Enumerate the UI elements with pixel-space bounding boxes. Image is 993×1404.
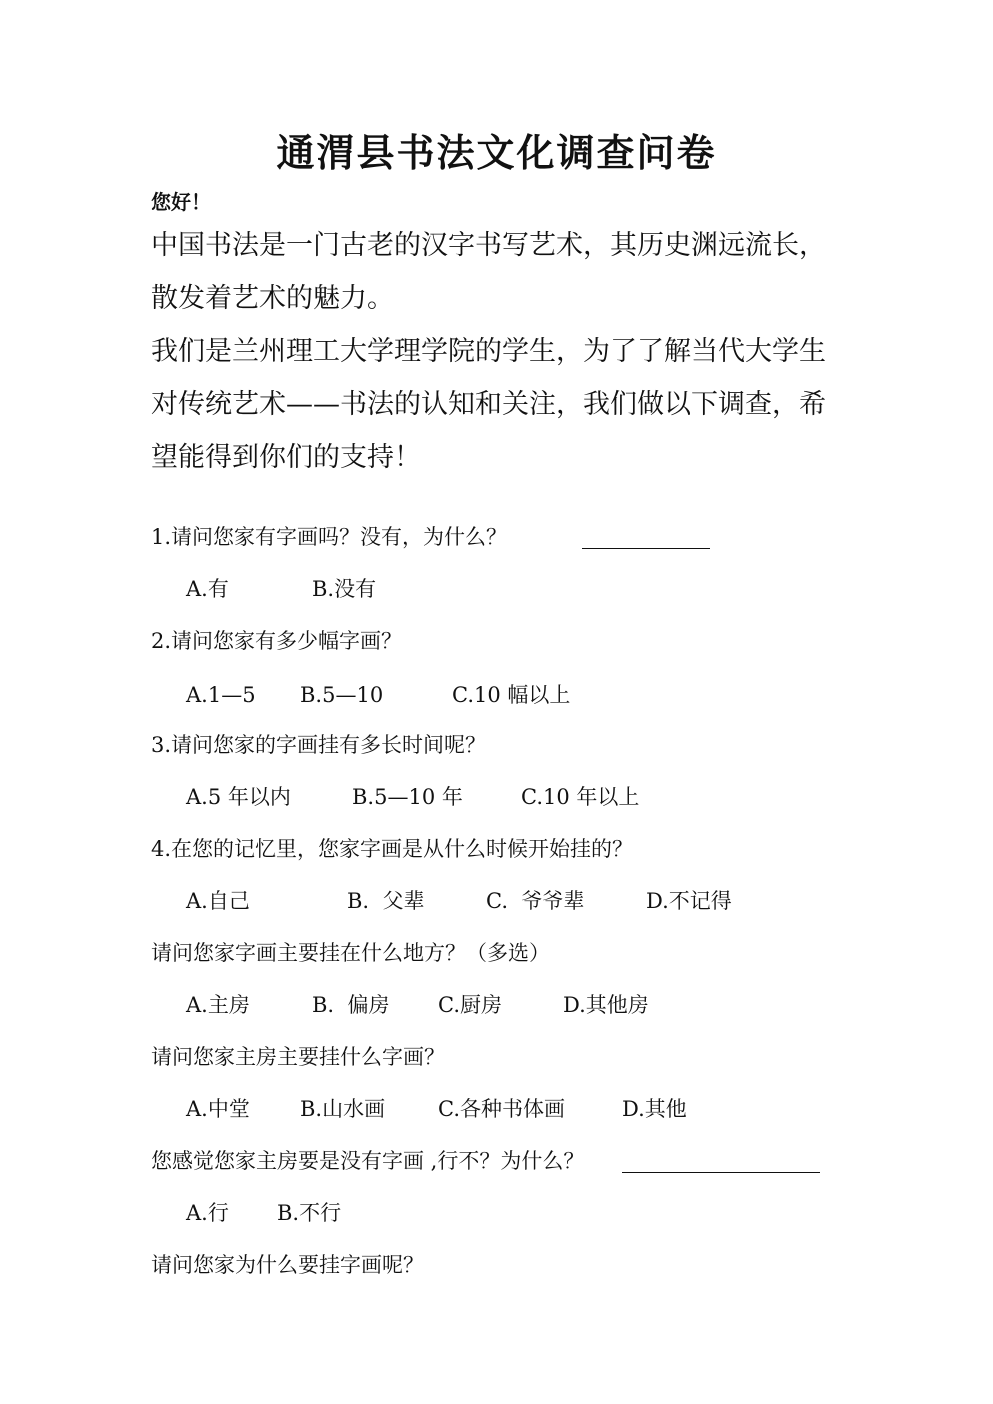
q4-option-b[interactable]: B. 父辈	[347, 889, 425, 913]
intro-line-3: 我们是兰州理工大学理学院的学生，为了了解当代大学生	[151, 336, 826, 367]
greeting: 您好！	[151, 190, 211, 214]
q5-option-a[interactable]: A.主房	[186, 993, 250, 1017]
question-2: 2.请问您家有多少幅字画？	[151, 629, 403, 653]
question-5: 请问您家字画主要挂在什么地方？（多选）	[151, 941, 550, 965]
intro-line-5: 望能得到你们的支持！	[151, 442, 421, 473]
question-8: 请问您家为什么要挂字画呢？	[151, 1253, 424, 1277]
intro-line-1: 中国书法是一门古老的汉字书写艺术，其历史渊远流长，	[151, 230, 826, 261]
q1-option-a[interactable]: A.有	[186, 577, 229, 601]
q2-option-b[interactable]: B.5—10	[300, 683, 384, 707]
q7-option-b[interactable]: B.不行	[277, 1201, 342, 1225]
q2-option-c[interactable]: C.10 幅以上	[452, 683, 571, 707]
q6-option-b[interactable]: B.山水画	[300, 1097, 386, 1121]
q5-option-d[interactable]: D.其他房	[563, 993, 649, 1017]
q6-option-d[interactable]: D.其他	[622, 1097, 687, 1121]
q4-option-a[interactable]: A.自己	[186, 889, 250, 913]
question-3: 3.请问您家的字画挂有多长时间呢？	[151, 733, 487, 757]
question-1: 1.请问您家有字画吗？没有，为什么？	[151, 525, 508, 549]
q4-option-d[interactable]: D.不记得	[646, 889, 732, 913]
q1-option-b[interactable]: B.没有	[312, 577, 377, 601]
q5-option-b[interactable]: B. 偏房	[312, 993, 390, 1017]
q2-option-a[interactable]: A.1—5	[186, 683, 256, 707]
document-title: 通渭县书法文化调查问卷	[276, 130, 717, 175]
q3-option-c[interactable]: C.10 年以上	[521, 785, 640, 809]
q5-option-c[interactable]: C.厨房	[438, 993, 502, 1017]
q6-option-c[interactable]: C.各种书体画	[438, 1097, 565, 1121]
q3-option-a[interactable]: A.5 年以内	[186, 785, 291, 809]
question-4: 4.在您的记忆里，您家字画是从什么时候开始挂的？	[151, 837, 634, 861]
answer-blank-q1[interactable]	[582, 526, 710, 549]
intro-line-2: 散发着艺术的魅力。	[151, 283, 394, 314]
intro-line-4: 对传统艺术——书法的认知和关注，我们做以下调查，希	[151, 389, 826, 420]
q4-option-c[interactable]: C. 爷爷辈	[486, 889, 585, 913]
q6-option-a[interactable]: A.中堂	[186, 1097, 250, 1121]
question-6: 请问您家主房主要挂什么字画？	[151, 1045, 445, 1069]
answer-blank-q7[interactable]	[622, 1150, 820, 1173]
q3-option-b[interactable]: B.5—10 年	[352, 785, 463, 809]
question-7: 您感觉您家主房要是没有字画 ,行不？为什么？	[151, 1149, 585, 1173]
q7-option-a[interactable]: A.行	[186, 1201, 229, 1225]
